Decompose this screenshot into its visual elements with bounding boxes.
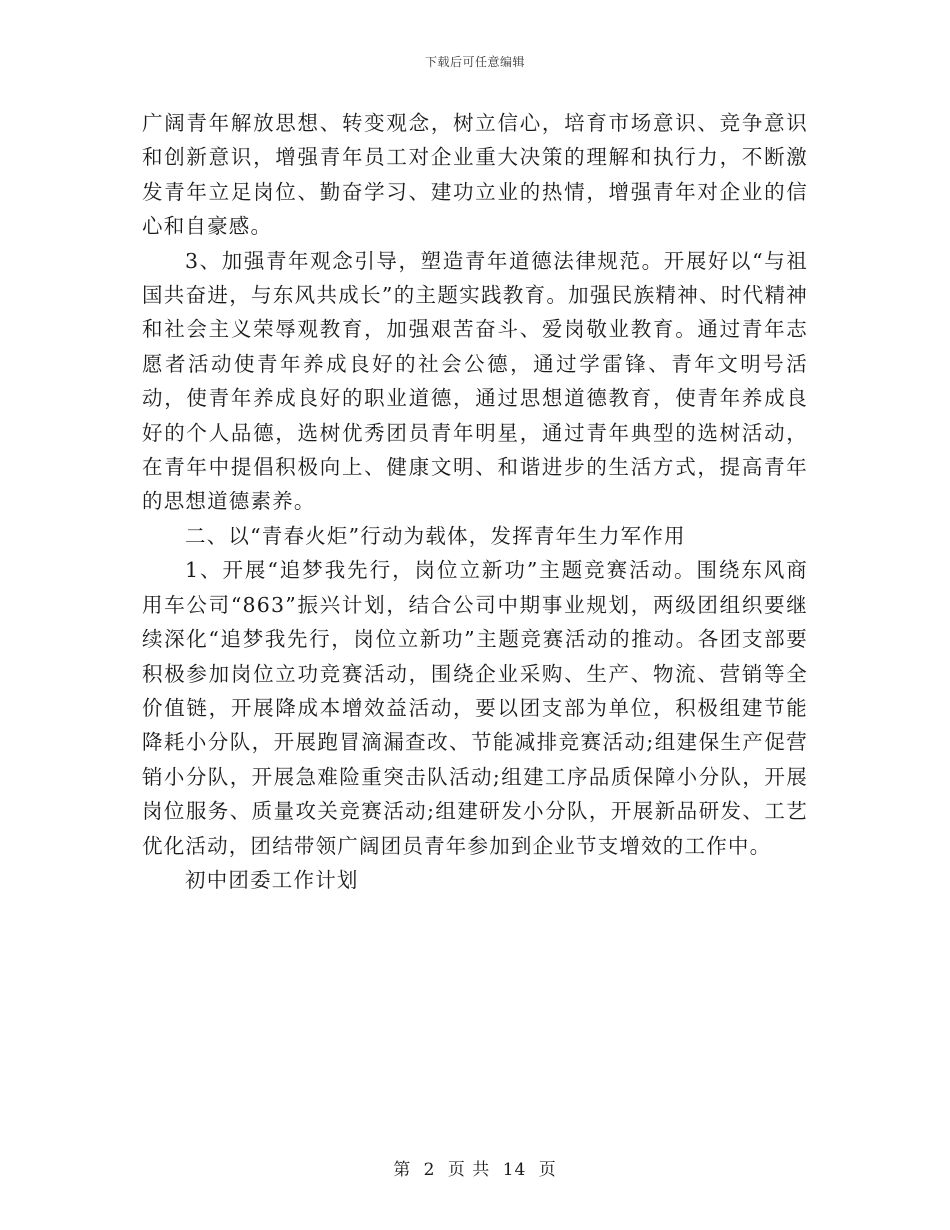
paragraph-3: 1、开展“追梦我先行，岗位立新功”主题竞赛活动。围绕东风商用车公司“863”振兴计划，结合公司中期事业规划，两级团组织要继续深化“追梦我先行，岗位立新功”主题竞赛活动的推动。各团支部要积极参加岗位立功竞赛活动，围绕企业采购、生产、物流、营销等全价值链，开展降成本增效益活动，要以团支部为单位，积极组建节能降耗小分队，开展跑冒滴漏查改、节能减排竞赛活动;组建保生产促营销小分队，开展急难险重突击队活动;组建工序品质保障小分队，开展岗位服务、质量攻关竞赛活动;组建研发小分队，开展新品研发、工艺优化活动，团结带领广阔团员青年参加到企业节支增效的工作中。	[142, 558, 808, 858]
document-title: 初中团委工作计划	[185, 867, 359, 892]
footer-prefix: 第	[393, 1160, 412, 1180]
paragraph-2: 3、加强青年观念引导，塑造青年道德法律规范。开展好以“与祖国共奋进，与东风共成长”的主题实践教育。加强民族精神、时代精神和社会主义荣辱观教育，加强艰苦奋斗、爱岗敬业教育。通过青年志愿者活动使青年养成良好的社会公德，通过学雷锋、青年文明号活动，使青年养成良好的职业道德，通过思想道德教育，使青年养成良好的个人品德，选树优秀团员青年明星，通过青年典型的选树活动，在青年中提倡积极向上、健康文明、和谐进步的生活方式，提高青年的思想道德素养。	[142, 248, 808, 514]
footer-suffix: 页	[538, 1160, 557, 1180]
footer-current-page: 2	[423, 1160, 436, 1180]
footer-total-pages: 14	[502, 1160, 527, 1180]
paragraph-1: 广阔青年解放思想、转变观念，树立信心，培育市场意识、竞争意识和创新意识，增强青年员工对企业重大决策的理解和执行力，不断激发青年立足岗位、勤奋学习、建功立业的热情，增强青年对企业的信心和自豪感。	[142, 111, 808, 239]
footer-middle: 页 共	[447, 1160, 491, 1180]
section-heading: 二、以“青春火炬”行动为载体，发挥青年生力军作用	[185, 523, 686, 548]
document-body	[142, 106, 808, 897]
page-header: 下载后可任意编辑	[424, 55, 525, 69]
page-footer	[0, 1155, 950, 1180]
